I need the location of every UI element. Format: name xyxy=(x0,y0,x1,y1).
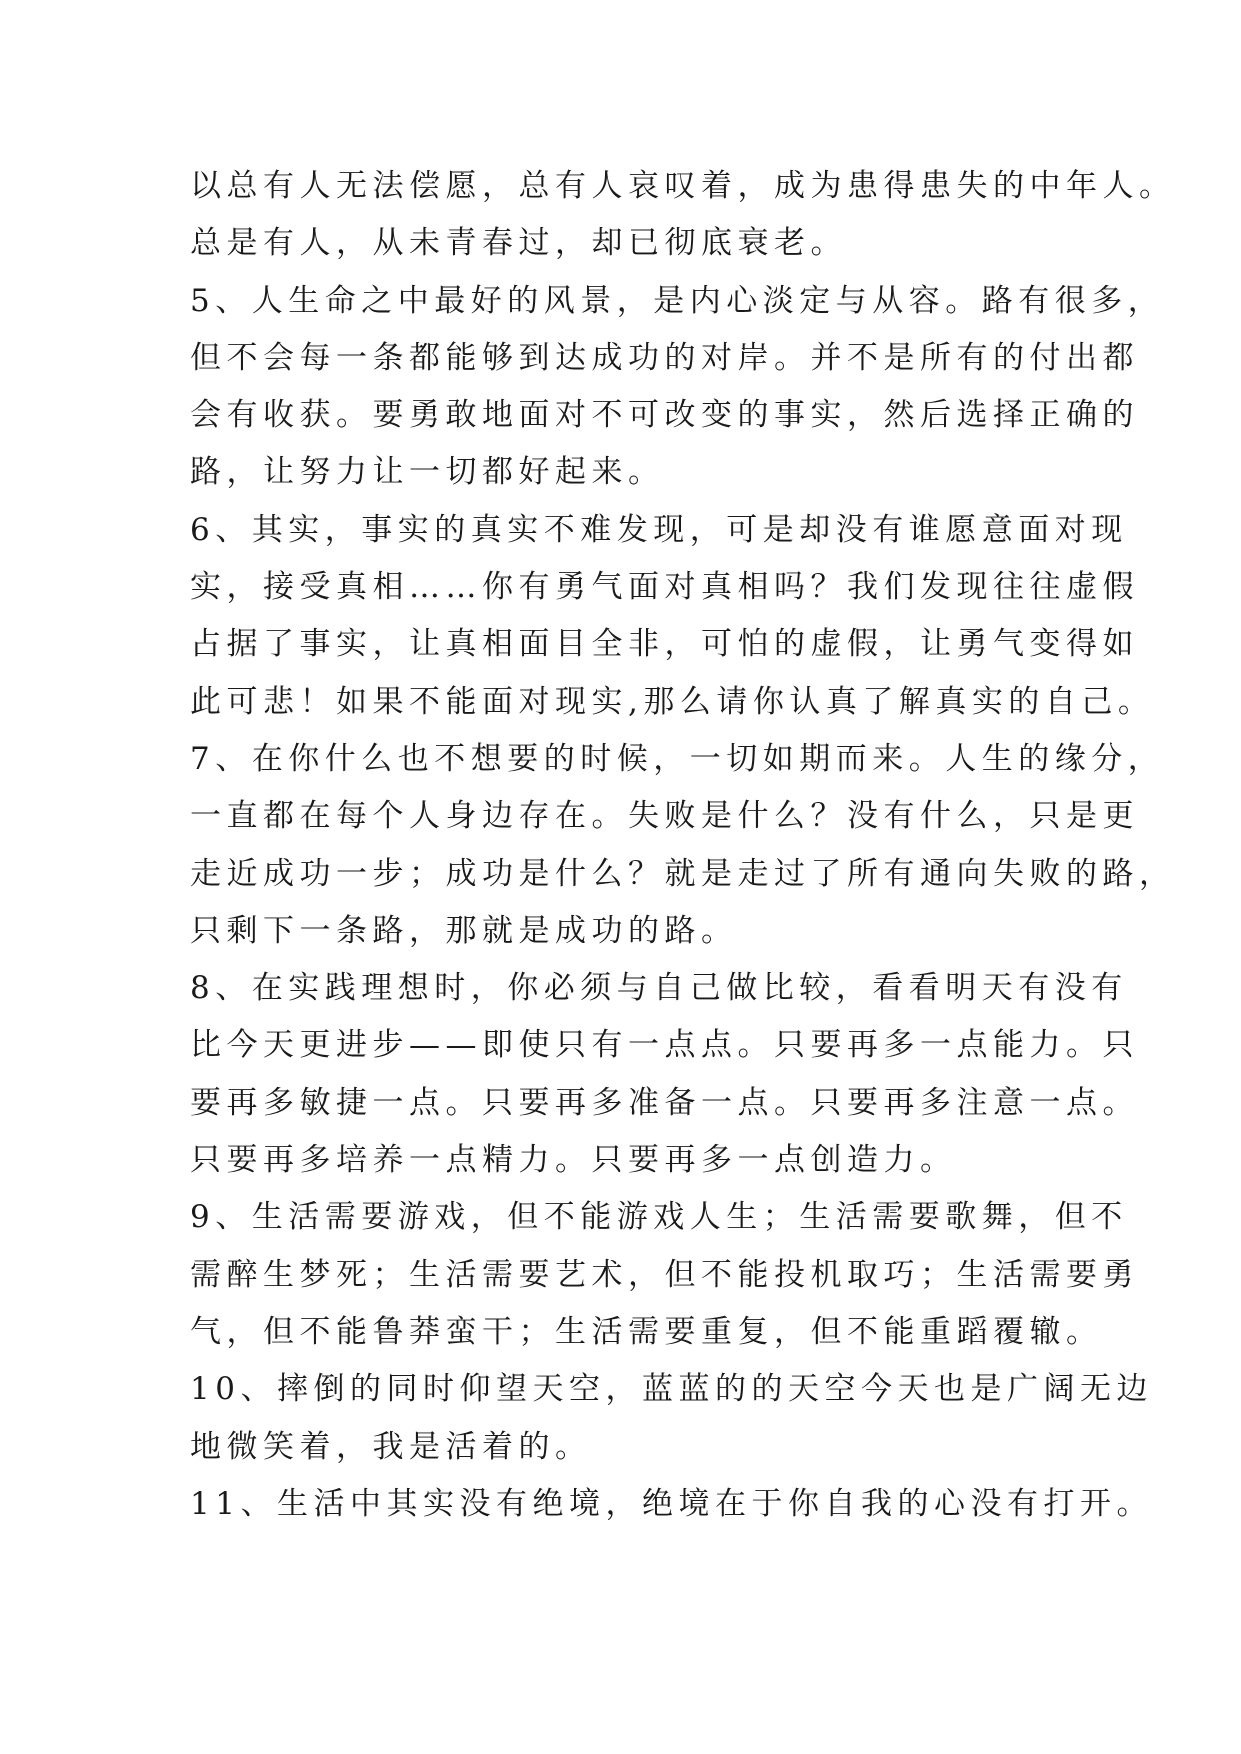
text-line: 但不会每一条都能够到达成功的对岸。并不是所有的付出都 xyxy=(190,339,1139,376)
text-line: 路，让努力让一切都好起来。 xyxy=(190,454,665,491)
text-line: 只剩下一条路，那就是成功的路。 xyxy=(190,912,738,949)
text-line: 要再多敏捷一点。只要再多准备一点。只要再多注意一点。 xyxy=(190,1084,1139,1121)
text-line: 实，接受真相……你有勇气面对真相吗？我们发现往往虚假 xyxy=(190,569,1139,606)
text-line: 占据了事实，让真相面目全非，可怕的虚假，让勇气变得如 xyxy=(190,626,1139,663)
text-line: 11、生活中其实没有绝境，绝境在于你自我的心没有打开。 xyxy=(190,1485,1153,1522)
text-line: 只要再多培养一点精力。只要再多一点创造力。 xyxy=(190,1142,957,1179)
text-line: 需醉生梦死；生活需要艺术，但不能投机取巧；生活需要勇 xyxy=(190,1256,1139,1293)
text-line: 此可悲！如果不能面对现实,那么请你认真了解真实的自己。 xyxy=(190,683,1155,720)
text-line: 气，但不能鲁莽蛮干；生活需要重复，但不能重蹈覆辙。 xyxy=(190,1313,1103,1350)
text-line: 10、摔倒的同时仰望天空，蓝蓝的的天空今天也是广阔无边 xyxy=(190,1371,1153,1408)
text-line: 9、生活需要游戏，但不能游戏人生；生活需要歌舞，但不 xyxy=(190,1199,1128,1236)
text-line: 一直都在每个人身边存在。失败是什么？没有什么，只是更 xyxy=(190,798,1139,835)
text-line: 7、在你什么也不想要的时候，一切如期而来。人生的缘分， xyxy=(190,740,1165,777)
text-line: 比今天更进步——即使只有一点点。只要再多一点能力。只 xyxy=(190,1027,1139,1064)
text-line: 地微笑着，我是活着的。 xyxy=(190,1428,592,1465)
text-line: 5、人生命之中最好的风景，是内心淡定与从容。路有很多， xyxy=(190,282,1165,319)
text-line: 6、其实，事实的真实不难发现，可是却没有谁愿意面对现 xyxy=(190,511,1128,548)
text-line: 8、在实践理想时，你必须与自己做比较，看看明天有没有 xyxy=(190,970,1128,1007)
document-body xyxy=(190,158,1176,1533)
text-line: 总是有人，从未青春过，却已彻底衰老。 xyxy=(190,225,847,262)
text-line: 以总有人无法偿愿，总有人哀叹着，成为患得患失的中年人。 xyxy=(190,168,1176,204)
text-line: 走近成功一步；成功是什么？就是走过了所有通向失败的路， xyxy=(190,855,1176,892)
text-line: 会有收获。要勇敢地面对不可改变的事实，然后选择正确的 xyxy=(190,397,1139,434)
